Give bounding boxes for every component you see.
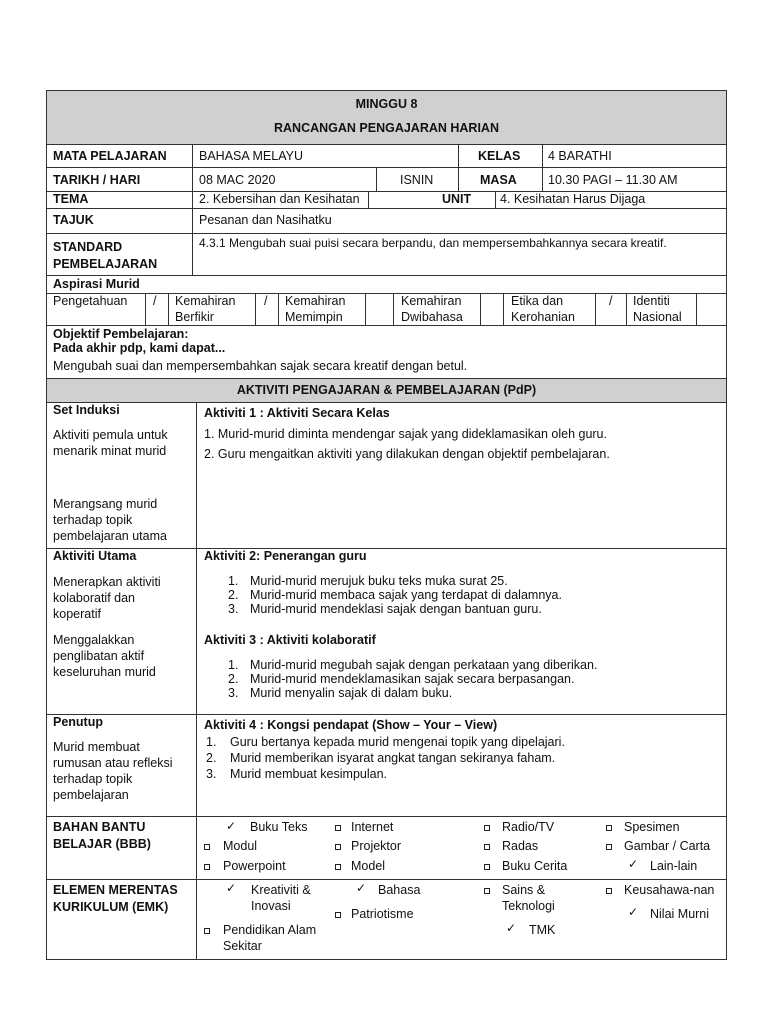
checkbox-icon <box>335 864 341 870</box>
aspiration-kemahiran-berfikir-2: Berfikir <box>175 310 214 324</box>
bbb-item-model: Model <box>351 859 386 873</box>
activity-4-step-num: 3. <box>206 767 217 781</box>
class-value: 4 BARATHI <box>548 149 612 163</box>
aspirations-heading: Aspirasi Murid <box>53 277 140 291</box>
subject-value: BAHASA MELAYU <box>199 149 303 163</box>
subject-label: MATA PELAJARAN <box>53 149 167 163</box>
activity-2-step: Murid-murid mendeklasi sajak dengan bantuan guru. <box>250 602 542 616</box>
unit-label: UNIT <box>442 192 472 206</box>
aktiviti-utama-desc-1: Menerapkan aktiviti kolaboratif dan koperatif <box>53 575 161 621</box>
aspiration-kemahiran-berfikir-1: Kemahiran <box>175 294 236 308</box>
bbb-item-projektor: Projektor <box>351 839 402 853</box>
aspiration-mark: / <box>153 294 157 308</box>
bbb-item-gambar-carta: Gambar / Carta <box>624 839 711 853</box>
aspiration-identiti-1: Identiti <box>633 294 670 308</box>
activity-4-step: Guru bertanya kepada murid mengenai topik yang dipelajari. <box>230 735 565 749</box>
emk-label-2: KURIKULUM (EMK) <box>53 900 169 914</box>
lesson-plan-document <box>46 90 727 960</box>
activity-2-step-num: 2. <box>228 588 239 602</box>
bbb-item-lain-lain: Lain-lain <box>650 859 698 873</box>
checkbox-icon <box>335 844 341 850</box>
activity-2-step: Murid-murid merujuk buku teks muka surat 25. <box>250 574 508 588</box>
check-icon: ✓ <box>226 881 237 895</box>
aspiration-mark: / <box>609 294 613 308</box>
bbb-item-modul: Modul <box>223 839 258 853</box>
objective-text: Mengubah suai dan mempersembahkan sajak secara kreatif dengan betul. <box>53 359 468 373</box>
activity-4-step-num: 1. <box>206 735 217 749</box>
aktiviti-utama-label: Aktiviti Utama <box>53 549 137 563</box>
activity-1-step: 1. Murid-murid diminta mendengar sajak yang dideklamasikan oleh guru. <box>204 427 607 441</box>
checkbox-icon <box>606 844 612 850</box>
theme-value: 2. Kebersihan dan Kesihatan <box>199 192 360 206</box>
date-value: 08 MAC 2020 <box>199 173 276 187</box>
emk-item-sains: Sains & Teknologi <box>502 883 555 913</box>
objective-heading-1: Objektif Pembelajaran: <box>53 327 189 341</box>
activity-4-step: Murid membuat kesimpulan. <box>230 767 388 781</box>
aspiration-pengetahuan: Pengetahuan <box>53 294 128 308</box>
bbb-item-powerpoint: Powerpoint <box>223 859 286 873</box>
emk-item-nilai-murni: Nilai Murni <box>650 907 710 921</box>
set-induksi-desc-1: Aktiviti pemula untuk menarik minat murid <box>53 428 168 458</box>
objective-heading-2: Pada akhir pdp, kami dapat... <box>53 341 226 355</box>
aspiration-identiti-2: Nasional <box>633 310 682 324</box>
activity-4-title: Aktiviti 4 : Kongsi pendapat (Show – Your – View) <box>204 718 498 732</box>
emk-item-kreativiti: Kreativiti & Inovasi <box>251 883 311 913</box>
checkbox-icon <box>606 888 612 894</box>
checkbox-icon <box>484 825 490 831</box>
activity-2-step-num: 3. <box>228 602 239 616</box>
activity-3-step-num: 1. <box>228 658 239 672</box>
activity-3-step: Murid menyalin sajak di dalam buku. <box>250 686 453 700</box>
emk-item-pendidikan: Pendidikan Alam Sekitar <box>223 923 317 953</box>
check-icon: ✓ <box>506 921 517 935</box>
emk-item-keusahawanan: Keusahawa-nan <box>624 883 715 897</box>
checkbox-icon <box>484 888 490 894</box>
penutup-desc: Murid membuat rumusan atau refleksi terhadap topik pembelajaran <box>53 740 173 802</box>
emk-label-1: ELEMEN MERENTAS <box>53 883 178 897</box>
checkbox-icon <box>335 912 341 918</box>
topic-label: TAJUK <box>53 213 94 227</box>
activity-1-title: Aktiviti 1 : Aktiviti Secara Kelas <box>204 406 390 420</box>
standard-label-1: STANDARD <box>53 240 123 254</box>
standard-label-2: PEMBELAJARAN <box>53 257 158 271</box>
activity-3-step-num: 3. <box>228 686 239 700</box>
activity-1-step: 2. Guru mengaitkan aktiviti yang dilakukan dengan objektif pembelajaran. <box>204 447 610 461</box>
aspiration-mark: / <box>264 294 268 308</box>
checkbox-icon <box>204 864 210 870</box>
activity-3-step: Murid-murid mendeklamasikan sajak secara berpasangan. <box>250 672 575 686</box>
theme-label: TEMA <box>53 192 89 206</box>
check-icon: ✓ <box>628 905 639 919</box>
activity-2-step-num: 1. <box>228 574 239 588</box>
activity-2-title: Aktiviti 2: Penerangan guru <box>204 549 367 563</box>
activity-4-step: Murid memberikan isyarat angkat tangan sekiranya faham. <box>230 751 556 765</box>
bbb-item-radas: Radas <box>502 839 539 853</box>
week-title: MINGGU 8 <box>355 97 418 111</box>
bbb-item-buku-teks: Buku Teks <box>250 820 308 834</box>
set-induksi-label: Set Induksi <box>53 403 120 417</box>
check-icon: ✓ <box>226 819 237 833</box>
aspiration-kemahiran-dwibahasa-2: Dwibahasa <box>401 310 463 324</box>
unit-value: 4. Kesihatan Harus Dijaga <box>500 192 646 206</box>
time-value: 10.30 PAGI – 11.30 AM <box>548 173 678 187</box>
bbb-label-2: BELAJAR (BBB) <box>53 837 151 851</box>
checkbox-icon <box>204 928 210 934</box>
check-icon: ✓ <box>628 857 639 871</box>
set-induksi-desc-2: Merangsang murid terhadap topik pembelajaran utama <box>53 497 167 543</box>
activities-heading: AKTIVITI PENGAJARAN & PEMBELAJARAN (PdP) <box>236 383 537 397</box>
class-label: KELAS <box>478 149 521 163</box>
activity-3-step: Murid-murid megubah sajak dengan perkataan yang diberikan. <box>250 658 598 672</box>
bbb-item-radio-tv: Radio/TV <box>502 820 555 834</box>
aspiration-kemahiran-memimpin-2: Memimpin <box>285 310 343 324</box>
aktiviti-utama-desc-2: Menggalakkan penglibatan aktif keseluruhan murid <box>53 633 156 679</box>
activity-3-title: Aktiviti 3 : Aktiviti kolaboratif <box>204 633 376 647</box>
checkbox-icon <box>606 825 612 831</box>
aspiration-kemahiran-memimpin-1: Kemahiran <box>285 294 346 308</box>
check-icon: ✓ <box>356 881 367 895</box>
day-value: ISNIN <box>400 173 434 187</box>
activity-3-step-num: 2. <box>228 672 239 686</box>
topic-value: Pesanan dan Nasihatku <box>199 213 332 227</box>
emk-item-tmk: TMK <box>529 923 556 937</box>
aspiration-etika-1: Etika dan <box>511 294 564 308</box>
date-label: TARIKH / HARI <box>53 173 141 187</box>
checkbox-icon <box>484 864 490 870</box>
activity-4-step-num: 2. <box>206 751 217 765</box>
aspiration-kemahiran-dwibahasa-1: Kemahiran <box>401 294 462 308</box>
bbb-label-1: BAHAN BANTU <box>53 820 146 834</box>
time-label: MASA <box>480 173 517 187</box>
bbb-item-spesimen: Spesimen <box>624 820 680 834</box>
activity-2-step: Murid-murid membaca sajak yang terdapat di dalamnya. <box>250 588 562 602</box>
bbb-item-internet: Internet <box>351 820 394 834</box>
bbb-item-buku-cerita: Buku Cerita <box>502 859 568 873</box>
page-title: RANCANGAN PENGAJARAN HARIAN <box>273 121 499 135</box>
standard-value: 4.3.1 Mengubah suai puisi secara berpandu, dan mempersembahkannya secara kreatif. <box>199 236 667 250</box>
checkbox-icon <box>204 844 210 850</box>
emk-item-bahasa: Bahasa <box>378 883 421 897</box>
emk-item-patriotisme: Patriotisme <box>351 907 414 921</box>
aspiration-etika-2: Kerohanian <box>511 310 575 324</box>
checkbox-icon <box>335 825 341 831</box>
penutup-label: Penutup <box>53 715 103 729</box>
checkbox-icon <box>484 844 490 850</box>
